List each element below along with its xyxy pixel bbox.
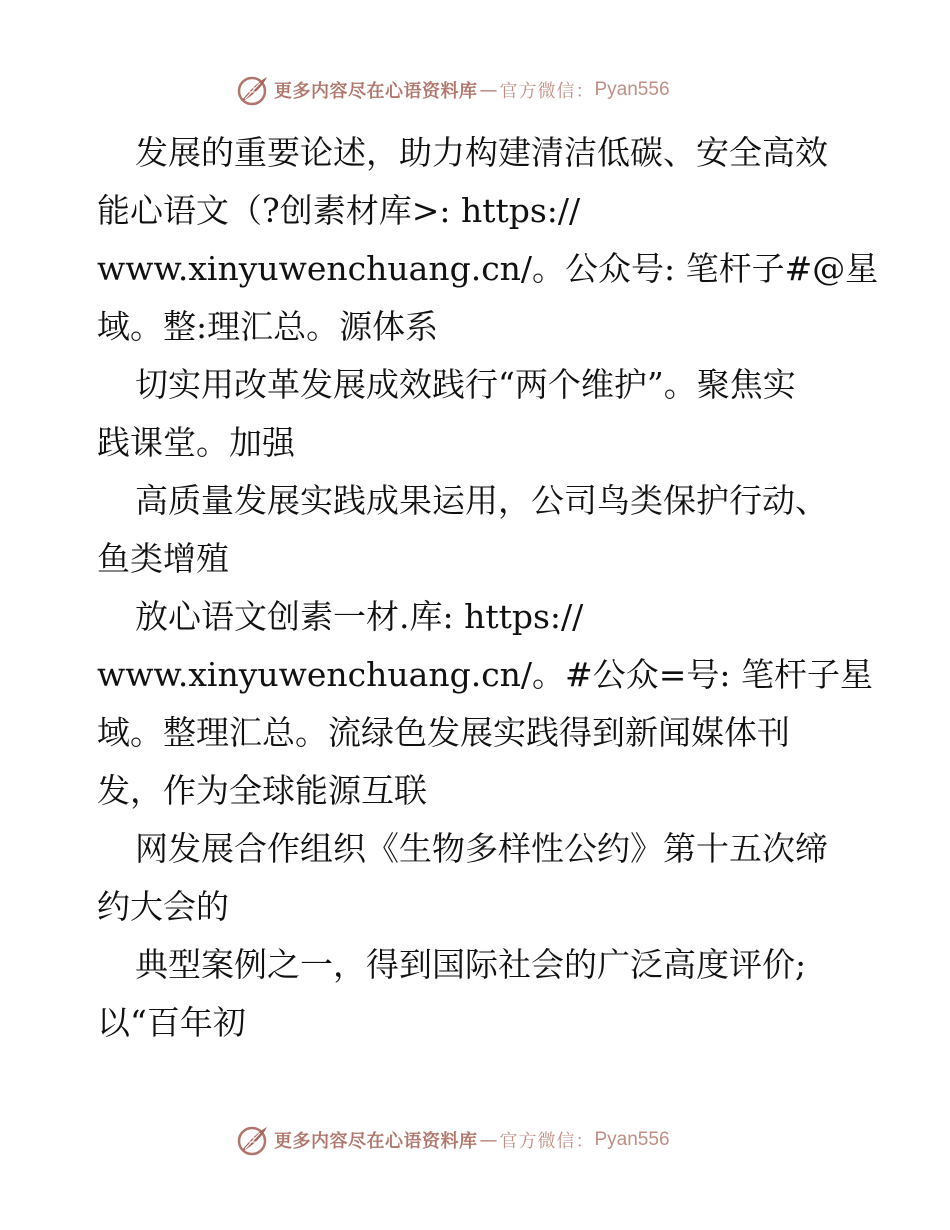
body-line: 典型案例之一，得到国际社会的广泛高度评价; <box>135 945 807 984</box>
body-line: 切实用改革发展成效践行“两个维护”。聚焦实 <box>135 365 796 404</box>
body-line: 高质量发展实践成果运用，公司鸟类保护行动、 <box>135 481 828 520</box>
body-line: 鱼类增殖 <box>97 539 229 578</box>
feather-pen-logo-icon <box>236 73 270 107</box>
body-line: 发，作为全球能源互联 <box>97 771 427 810</box>
body-line: 网发展合作组织《生物多样性公约》第十五次缔 <box>135 829 828 868</box>
body-line: www.xinyuwenchuang.cn/。公众号: 笔杆子#@星 <box>97 249 879 288</box>
body-line: 能心语文（?创素材库>: https:// <box>97 191 581 230</box>
header-dash: — <box>479 79 498 101</box>
body-line: www.xinyuwenchuang.cn/。#公众=号: 笔杆子星 <box>97 655 873 694</box>
footer-brand-text: 更多内容尽在心语资料库 <box>274 1131 478 1152</box>
body-line: 以“百年初 <box>97 1003 246 1042</box>
body-line: 域。整:理汇总。源体系 <box>97 307 439 346</box>
body-line: 践课堂。加强 <box>97 423 295 462</box>
body-line: 域。整理汇总。流绿色发展实践得到新闻媒体刊 <box>97 713 790 752</box>
footer-wechat-id: Pyan556 <box>594 1129 670 1150</box>
document-body <box>97 124 879 1052</box>
body-line: 放心语文创素一材.库: https:// <box>135 597 584 636</box>
body-line: 约大会的 <box>97 887 229 926</box>
footer-official-label: 官方微信： <box>499 1131 595 1152</box>
footer-dash: — <box>479 1129 498 1151</box>
feather-pen-logo-icon <box>236 1123 270 1157</box>
footer-banner <box>236 1122 670 1158</box>
header-wechat-id: Pyan556 <box>594 79 670 100</box>
header-banner <box>236 72 670 108</box>
header-brand-text: 更多内容尽在心语资料库 <box>274 81 478 102</box>
header-official-label: 官方微信： <box>499 81 595 102</box>
body-line: 发展的重要论述，助力构建清洁低碳、安全高效 <box>135 133 828 172</box>
